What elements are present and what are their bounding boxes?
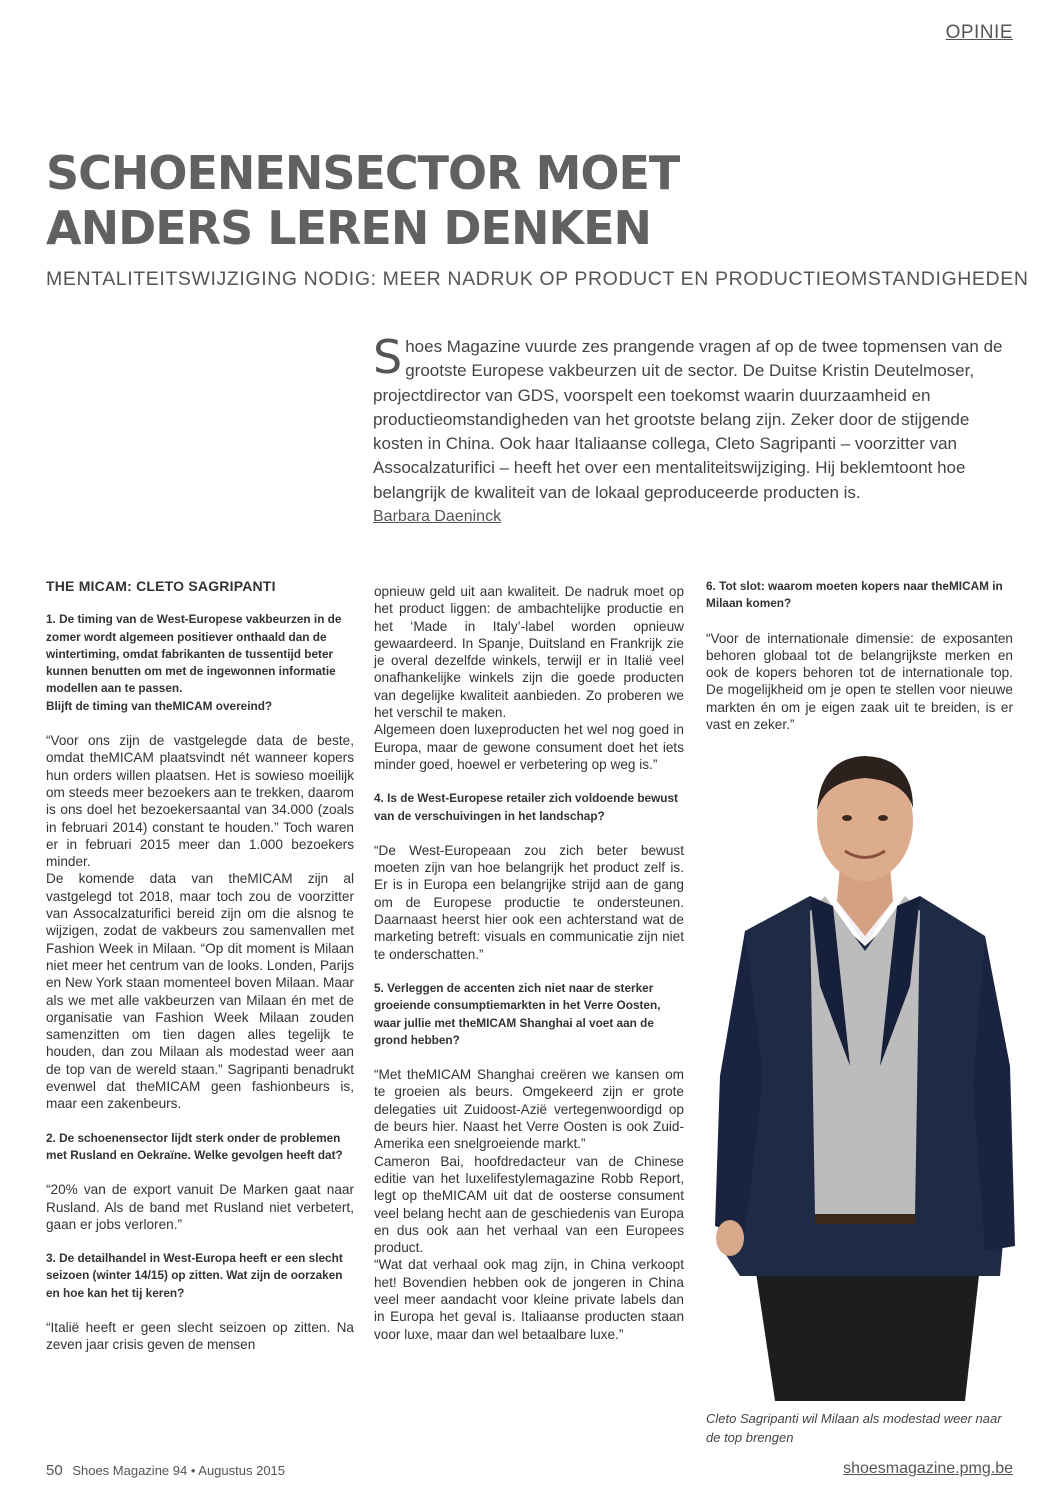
interview-heading: THE MICAM: CLETO SAGRIPANTI (46, 578, 276, 594)
photo-caption: Cleto Sagripanti wil Milaan als modestad weer naar de top brengen (706, 1411, 1002, 1445)
intro-text: hoes Magazine vuurde zes prangende vragen af op de twee topmensen van de grootste Europese vakbeurzen uit de sector. De Duitse Kristin Deutelmoser, projectdirector van GDS, voorspelt een toekomst waarin duurzaamheid en productieomstandigheden van het grootste belang zijn. Zeker door de stijgende kosten in China. Ook haar Italiaanse collega, Cleto Sagripanti – voorzitter van Assocalzaturifici – heeft het over een mentaliteitswijziging. Hij beklemtoont hoe belangrijk de kwaliteit van de lokaal geproduceerde producten is. (373, 337, 1003, 502)
author-link[interactable]: Barbara Daeninck (373, 508, 502, 525)
page-title (46, 146, 1006, 256)
answer-5b: Cameron Bai, hoofdredacteur van de Chinese editie van het luxelifestylemagazine Robb Report, legt op theMICAM uit dat de oosterse consument veel belang hecht aan de geschiedenis van Europa en dus ook aan het verhaal van een Europees product. (374, 1153, 684, 1256)
drop-cap: S (373, 330, 403, 384)
footer-issue (46, 1462, 285, 1479)
answer-6: “Voor de internationale dimensie: de exposanten behoren globaal tot de belangrijkste merken en ook de kopers behoren tot de internationale top. De mogelijkheid om je open te stellen voor nieuwe markten én om je eigen zaak uit te breiden, is er vast en zeker.” (706, 630, 1013, 733)
question-4: 4. Is de West-Europese retailer zich voldoende bewust van de verschuivingen in het landschap? (374, 791, 678, 823)
issue-info: Shoes Magazine 94 • Augustus 2015 (72, 1463, 286, 1478)
answer-4: “De West-Europeaan zou zich beter bewust moeten zijn van hoe belangrijk het product zelf is. Er is in Europa een belangrijke strijd aan de gang om de Europese productie te ondersteunen. Daarnaast heerst hier ook een achterstand wat de marketing betreft: visuals en communicatie zijn niet te onderschatten.” (374, 842, 684, 962)
article-column-3 (706, 578, 1013, 733)
question-2: 2. De schoenensector lijdt sterk onder de problemen met Rusland en Oekraïne. Welke gevolgen heeft dat? (46, 1130, 343, 1162)
question-5: 5. Verleggen de accenten zich niet naar de sterker groeiende consumptiemarkten in het Verre Oosten, waar jullie met theMICAM Shanghai al voet aan de grond hebben? (374, 980, 661, 1047)
question-1-sub: Blijft de timing van theMICAM overeind? (46, 698, 273, 713)
article-column-2 (374, 583, 684, 1343)
answer-3-cont-a: opnieuw geld uit aan kwaliteit. De nadruk moet op het product liggen: de ambachtelijke productie en het ‘Made in Italy’-label worden opnieuw gewaardeerd. In Spanje, Duitsland en Frankrijk zie je overal dezelfde winkels, terwijl er in Italië veel onafhankelijke winkels zijn die goede producten van degelijke kwaliteit aanbieden. Zo proberen we het verschil te maken. (374, 584, 684, 721)
answer-3: “Italië heeft er geen slecht seizoen op zitten. Na zeven jaar crisis geven de mensen (46, 1319, 354, 1353)
question-1: 1. De timing van de West-Europese vakbeurzen in de zomer wordt algemeen positiever onthaald dan de wintertiming, omdat fabrikanten de tussentijd beter kunnen benutten om met de ingewonnen informatie modellen aan te passen. (46, 612, 342, 696)
answer-1b: De komende data van theMICAM zijn al vastgelegd tot 2018, maar toch zou de voorzitter van Assocalzaturifici bereid zijn om die alsnog te wijzigen, zodat de vakbeurs zou samenvallen met Fashion Week in Milaan. “Op dit moment is Milaan niet meer het centrum van de looks. Londen, Parijs en New York staan momenteel boven Milaan. Maar als we met alle vakbeurzen van Milaan én met de organisatie van Fashion Week Milaan zouden samenzitten om tien dagen alles tegelijk te houden, dan zou Milaan als modestad weer aan de top van de wereld staan.” Sagripanti benadrukt evenwel dat theMICAM geen fashionbeurs is, maar een zakenbeurs. (46, 871, 354, 1112)
intro-paragraph (373, 330, 1013, 505)
answer-2: “20% van de export vanuit De Marken gaat naar Rusland. Als de band met Rusland niet verbetert, gaan er jobs verloren.” (46, 1182, 354, 1232)
answer-5c: “Wat dat verhaal ook mag zijn, in China verkoopt het! Bovendien hebben ook de jongeren in China veel meer aandacht voor kleine private labels dan in Europa het geval is. Italiaanse producten staan voor luxe, maar dan wel betaalbare luxe.” (374, 1257, 684, 1342)
question-3: 3. De detailhandel in West-Europa heeft er een slecht seizoen (winter 14/15) op zitten. Wat zijn de oorzaken en hoe kan het tij keren? (46, 1251, 343, 1300)
answer-3-cont-b: Algemeen doen luxeproducten het wel nog goed in Europa, maar de gewone consument doet het iets minder goed, hoewel er verbetering op weg is.” (374, 722, 684, 772)
page-number: 50 (46, 1462, 63, 1479)
answer-1a: “Voor ons zijn de vastgelegde data de beste, omdat theMICAM plaatsvindt nét wanneer kopers hun orders willen plaatsen. Het is sowieso moeilijk om steeds meer bezoekers aan te trekken, daarom is ons doel het bezoekersaantal van 34.000 (zoals in februari 2014) constant te houden.” Toch waren er in februari 2015 meer dan 1.000 bezoekers minder. (46, 733, 354, 870)
title-line-2: ANDERS LEREN DENKEN (46, 201, 652, 255)
question-6: 6. Tot slot: waarom moeten kopers naar theMICAM in Milaan komen? (706, 579, 1003, 611)
portrait-photo (715, 746, 1015, 1401)
section-label: OPINIE (945, 22, 1013, 43)
page-subtitle: MENTALITEITSWIJZIGING NODIG: MEER NADRUK OP PRODUCT EN PRODUCTIEOMSTANDIGHEDEN (46, 268, 1029, 290)
footer-url-link[interactable]: shoesmagazine.pmg.be (843, 1460, 1013, 1477)
article-column-1 (46, 578, 354, 1354)
title-line-1: SCHOENENSECTOR MOET (46, 146, 680, 200)
answer-5a: “Met theMICAM Shanghai creëren we kansen om te groeien als beurs. Omgekeerd zijn er grote delegaties uit Zuidoost-Azië vertegenwoordigd op de beurs hier. Naast het Verre Oosten is ook Zuid-Amerika een snelgroeiende markt.” (374, 1067, 684, 1152)
